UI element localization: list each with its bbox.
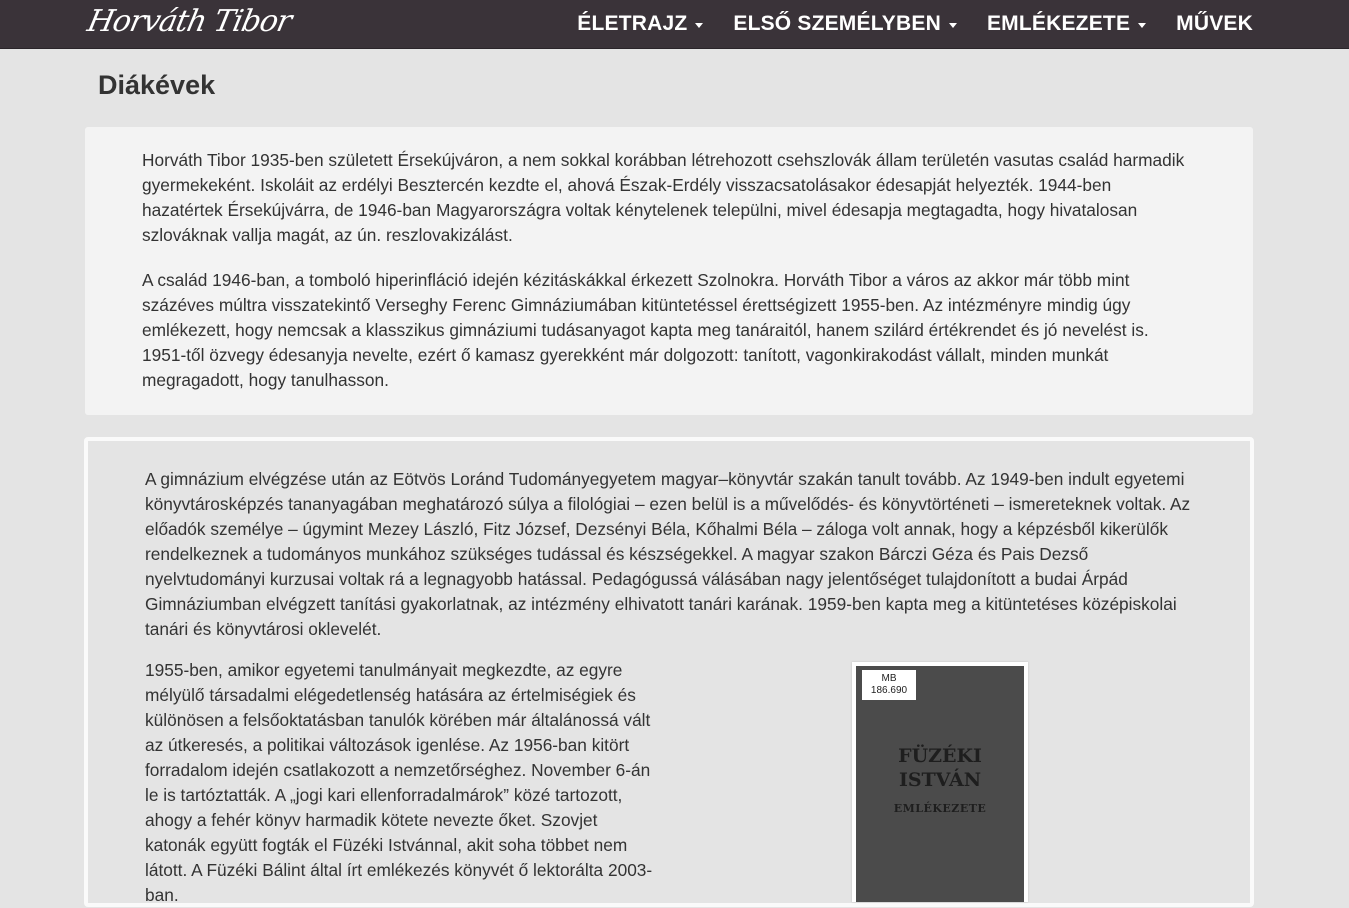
nav-item-eletrajz[interactable] (577, 12, 703, 36)
nav-item-muvek[interactable] (1176, 12, 1253, 36)
book-title-line: FÜZÉKI (898, 745, 982, 767)
book-title (856, 744, 1024, 792)
nav-item-label: ÉLETRAJZ (577, 12, 688, 35)
text-column (145, 658, 657, 908)
book-subtitle: EMLÉKEZETE (893, 802, 987, 815)
nav-item-label: EMLÉKEZETE (986, 12, 1131, 35)
sticker-line: MB (881, 673, 897, 684)
paragraph: A család 1946-ban, a tomboló hiperinfláció idején kézitáskákkal érkezett Szolnokra. Horváth Tibor a város az akkor már több mint százéves múltra visszatekintő Verseghy Ferenc Gimnáziumában kitüntetéssel érettségizett 1955-ben. Az intézményre mindig úgy emlékezett, hogy nemcsak a klasszikus gimnáziumi tudásanyagot kapta meg tanáraitól, hanem szilárd értékrendet és jó nevelést is. 1951-től özvegy édesanyja nevelte, ezért ő kamasz gyerekként már dolgozott: tanított, vagonkirakodást vállalt, minden munkát megragadott, hogy tanulhasson. (142, 270, 1149, 390)
brand-signature-logo[interactable]: Horváth Tibor (84, 4, 295, 39)
nav-item-label: MŰVEK (1176, 12, 1253, 35)
intro-card (85, 127, 1253, 415)
caret-down-icon (949, 23, 957, 28)
paragraph: 1955-ben, amikor egyetemi tanulmányait megkezdte, az egyre mélyülő társadalmi elégedetlenség hatására az értelmiségiek és különösen a felsőoktatásban tanulók körében már általánossá vált az útkeresés, a politikai változások igenlése. Az 1956-ban kitört forradalom idején csatlakozott a nemzetőrséghez. November 6-án le is tartóztatták. A „jogi kari ellenforradalmárok” közé tartozott, ahogy a fehér könyv harmadik kötete nevezte őket. Szovjet katonák együtt fogták el Füzéki Istvánnal, akit soha többet nem látott. A Füzéki Bálint által írt emlékezés könyvét ő lektorálta 2003-ban. (145, 660, 653, 905)
book-cover-image[interactable] (852, 662, 1028, 902)
library-sticker (862, 670, 916, 700)
page-title: Diákévek (98, 70, 216, 100)
nav-item-emlekezete[interactable] (987, 12, 1146, 36)
book-cover (856, 666, 1024, 902)
university-card (84, 437, 1254, 907)
nav-item-label: ELSŐ SZEMÉLYBEN (733, 12, 941, 35)
nav-menu (577, 0, 1253, 48)
sticker-line: 186.690 (870, 685, 908, 696)
paragraph: A gimnázium elvégzése után az Eötvös Loránd Tudományegyetem magyar–könyvtár szakán tanult tovább. Az 1949-ben indult egyetemi könyvtárosképzés tananyagában meghatározó súlya a filológiai – ezen belül is a művelődés- és könyvtörténeti – ismereteknek voltak. Az előadók személye – úgymint Mezey László, Fitz József, Dezsényi Béla, Kőhalmi Béla – záloga volt annak, hogy a képzésből kikerülők rendelkeznek a tudományos munkához szükséges tudással és készségekkel. A magyar szakon Bárczi Géza és Pais Dezső nyelvtudományi kurzusai voltak rá a legnagyobb hatással. Pedagógussá válásában nagy jelentőséget tulajdonított a budai Árpád Gimnáziumban elvégzett tanítási gyakorlatnak, az intézmény elhivatott tanári karának. 1959-ben kapta meg a kitüntetéses középiskolai tanári és könyvtárosi oklevelét. (145, 469, 1191, 639)
text-image-row (145, 658, 1194, 908)
book-title-line: ISTVÁN (898, 769, 982, 791)
caret-down-icon (1138, 23, 1146, 28)
nav-item-elso-szemelyben[interactable] (733, 12, 957, 36)
top-navbar (0, 0, 1349, 49)
caret-down-icon (695, 23, 703, 28)
paragraph: Horváth Tibor 1935-ben született Érsekújváron, a nem sokkal korábban létrehozott csehszlovák állam területén vasutas család harmadik gyermekeként. Iskoláit az erdélyi Besztercén kezdte el, ahová Észak-Erdély visszacsatolásakor édesapját helyezték. 1944-ben hazatértek Érsekújvárra, de 1946-ban Magyarországra voltak kénytelenek települni, mivel édesapja megtagadta, hogy hivatalosan szlováknak vallja magát, az ún. reszlovakizálást. (142, 150, 1185, 245)
